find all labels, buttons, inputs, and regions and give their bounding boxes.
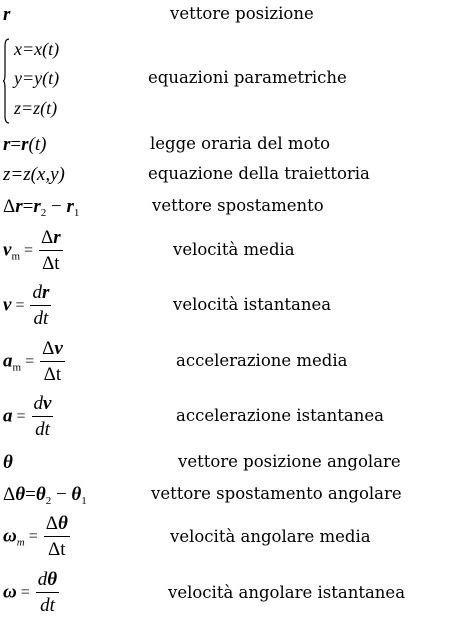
formula-angular-displacement: $\Delta\theta=\theta_2 - \theta_1$: [3, 484, 87, 507]
formula-mean-acceleration: $a_m$ = $\frac{\Delta v}{\Delta t}$: [3, 338, 63, 385]
desc-mean-angular-velocity: velocità angolare media: [170, 527, 371, 546]
formula-instant-velocity: v = $\frac{dr}{dt}$: [3, 282, 50, 329]
formula-displacement: $\Delta r=r_2 - r_1$: [3, 196, 80, 219]
desc-mean-velocity: velocità media: [173, 240, 295, 259]
formula-trajectory: z=z(x,y): [3, 164, 65, 185]
param-eq-z: z=z(t): [14, 98, 58, 118]
desc-trajectory: equazione della traiettoria: [148, 164, 370, 183]
desc-position-vector: vettore posizione: [170, 4, 314, 23]
formula-instant-acceleration: a = $\frac{dv}{dt}$: [3, 393, 52, 440]
desc-displacement: vettore spostamento: [152, 196, 324, 215]
param-eq-y: y=y(t): [14, 68, 60, 88]
desc-law-of-motion: legge oraria del moto: [150, 134, 331, 153]
formula-mean-velocity: $v_m$ = $\frac{\Delta r}{\Delta t}$: [3, 227, 61, 274]
brace-icon: [3, 38, 10, 124]
desc-instant-velocity: velocità istantanea: [173, 295, 332, 314]
desc-mean-acceleration: accelerazione media: [176, 351, 348, 370]
formula-mean-angular-velocity: $\omega_m$ = $\frac{\Delta\theta}{\Delta t}$: [3, 513, 68, 560]
formula-angular-position: θ: [3, 452, 13, 473]
desc-angular-displacement: vettore spostamento angolare: [151, 484, 402, 503]
desc-angular-position: vettore posizione angolare: [178, 452, 401, 471]
desc-parametric: equazioni parametriche: [148, 68, 347, 87]
param-eq-x: x=x(t): [14, 39, 60, 59]
formula-position-vector: r: [3, 4, 11, 25]
formula-law-of-motion: r=r(t): [3, 134, 47, 155]
desc-instant-angular-velocity: velocità angolare istantanea: [168, 583, 406, 602]
desc-instant-acceleration: accelerazione istantanea: [176, 406, 384, 425]
formula-instant-angular-velocity: ω = $\frac{d\theta}{dt}$: [3, 569, 58, 616]
